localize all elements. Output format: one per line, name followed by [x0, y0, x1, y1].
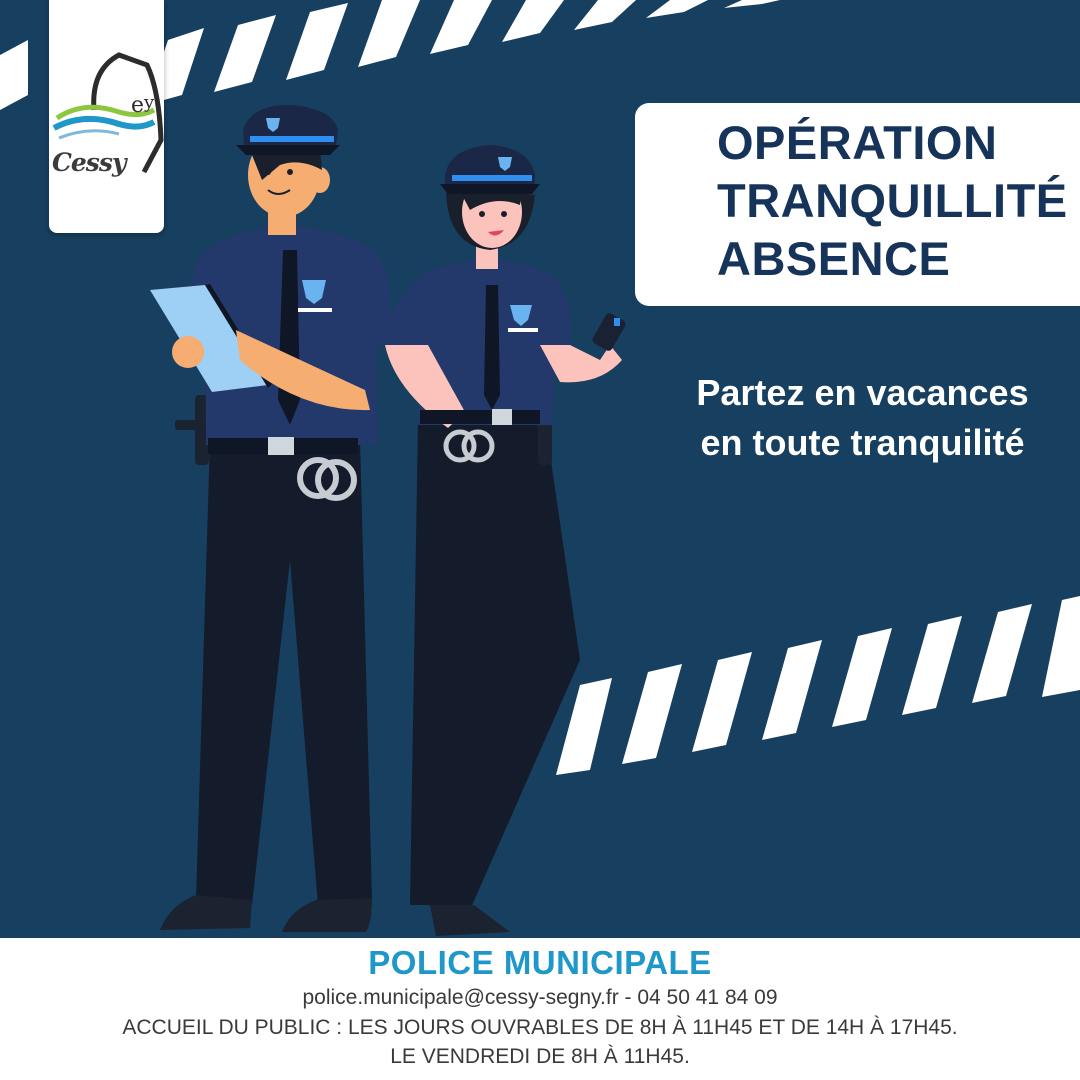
footer-organization: POLICE MUNICIPALE — [368, 944, 712, 981]
logo-emblem — [49, 0, 164, 233]
subtitle-line-1: Partez en vacances — [696, 372, 1029, 413]
footer-hours-line-2: LE VENDREDI DE 8H À 11H45. — [390, 1045, 690, 1068]
footer — [0, 938, 1080, 1080]
logo-wordmark: Cessy — [52, 148, 126, 177]
bottom-police-tape — [556, 596, 1080, 775]
male-officer — [150, 105, 391, 932]
footer-contact: police.municipale@cessy-segny.fr - 04 50 41 84 09 — [302, 986, 778, 1009]
title-card — [635, 103, 1080, 306]
title-line-2: TRANQUILLITÉ — [717, 174, 1068, 227]
svg-text:e: e — [131, 93, 145, 118]
footer-hours-line-1: ACCUEIL DU PUBLIC : LES JOURS OUVRABLES DE 8H À 11H45 ET DE 14H À 17H45. — [122, 1016, 958, 1039]
title-line-1: OPÉRATION — [717, 116, 998, 169]
cessy-logo — [49, 0, 164, 233]
subtitle-line-2: en toute tranquilité — [700, 422, 1025, 463]
title-line-3: ABSENCE — [717, 232, 951, 285]
svg-text:y: y — [144, 92, 155, 113]
female-officer — [385, 145, 627, 936]
